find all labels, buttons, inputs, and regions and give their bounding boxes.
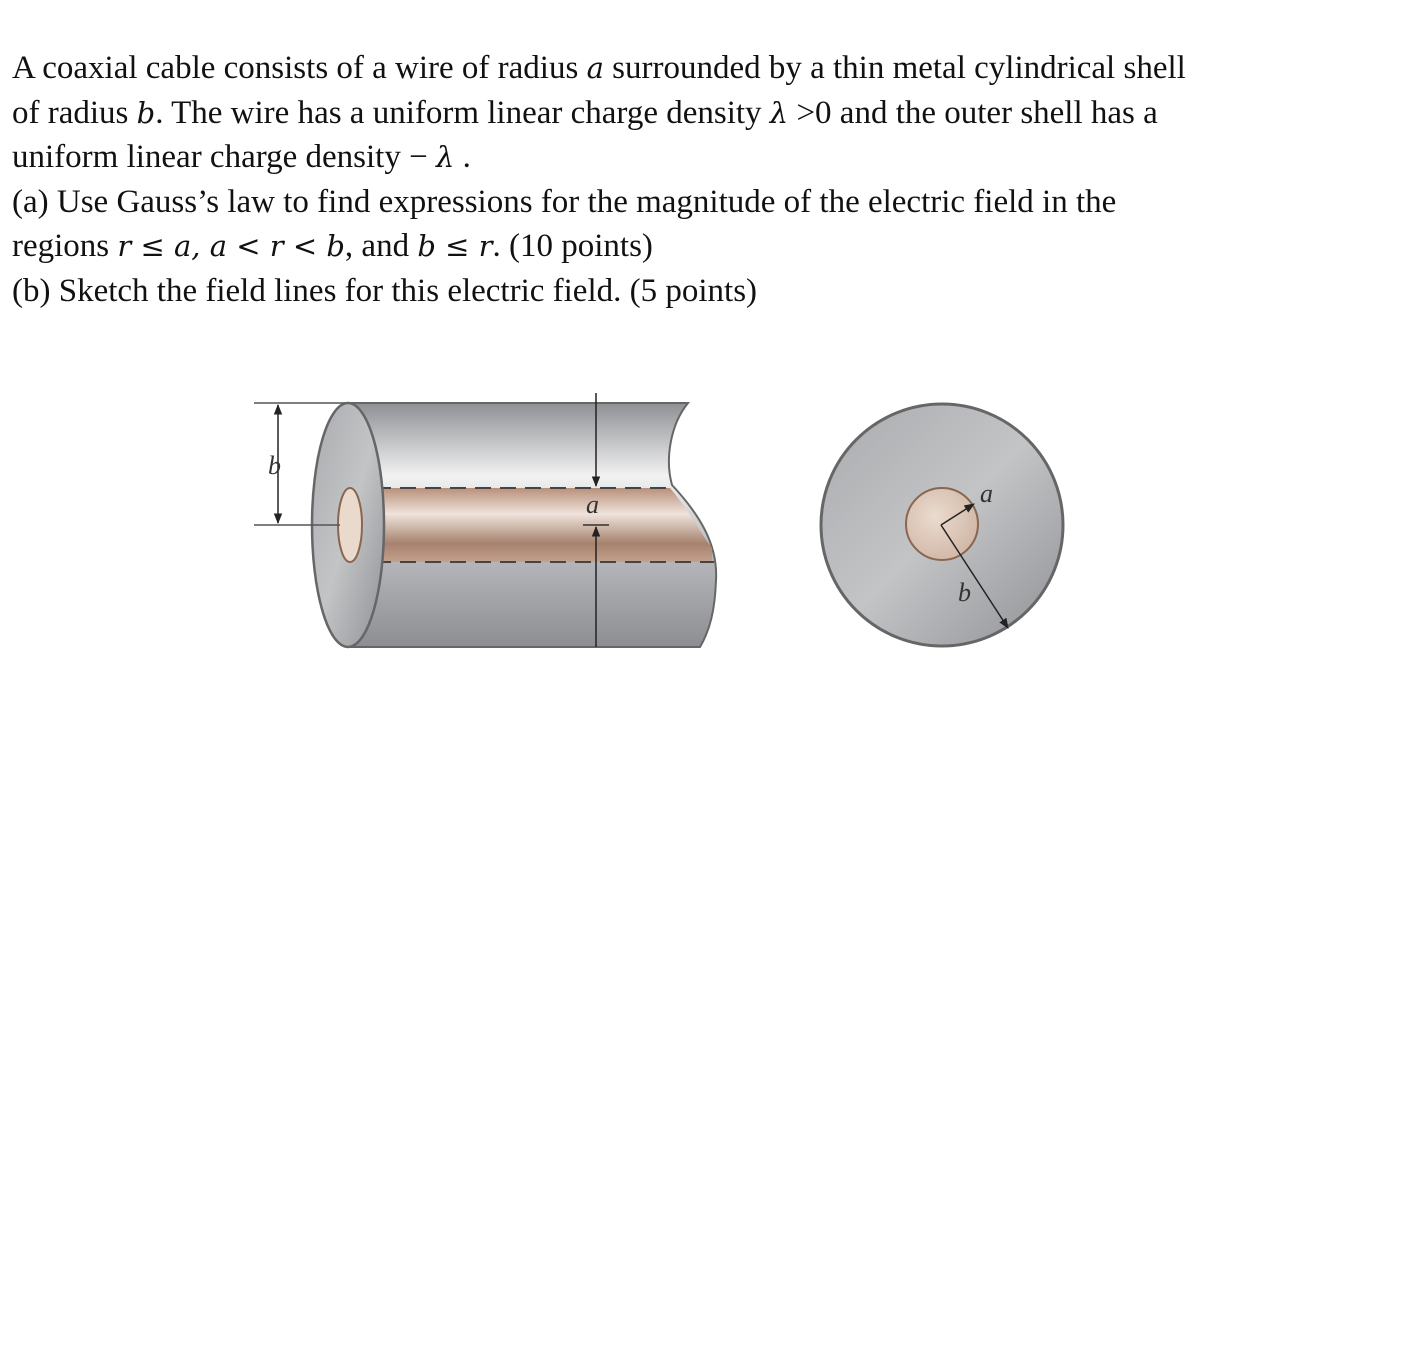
coaxial-cable-figure xyxy=(240,385,1080,665)
side-label-b: b xyxy=(268,451,281,480)
text: regions xyxy=(12,228,118,264)
var-b: b xyxy=(136,95,156,130)
problem-line-5 xyxy=(12,224,1402,269)
side-label-a: a xyxy=(586,490,599,519)
text: of radius xyxy=(12,94,137,131)
end-label-a: a xyxy=(980,479,993,508)
cable-wire-body xyxy=(350,488,712,562)
var-lambda: λ xyxy=(435,140,455,174)
text: , and xyxy=(344,228,418,264)
math-region-outer: b ≤ r xyxy=(417,229,493,263)
cable-wire-end xyxy=(338,488,362,562)
text: uniform linear charge density − xyxy=(12,139,436,175)
text: . xyxy=(454,139,471,175)
problem-line-2 xyxy=(12,91,1402,136)
math-regions: r ≤ a, a < r < b xyxy=(117,229,345,263)
var-a: a xyxy=(586,51,604,85)
problem-line-1 xyxy=(12,46,1402,91)
var-lambda: λ xyxy=(769,95,789,130)
text: . The wire has a uniform linear charge density xyxy=(155,94,770,131)
problem-part-a: (a) Use Gauss’s law to find expressions for the magnitude of the electric field in the xyxy=(12,183,1117,220)
text: >0 and the outer shell has a xyxy=(788,94,1158,131)
text: surrounded by a thin metal cylindrical shell xyxy=(603,50,1186,86)
problem-statement xyxy=(12,46,1402,313)
text: . (10 points) xyxy=(492,228,653,264)
end-label-b: b xyxy=(958,578,971,607)
problem-part-b: (b) Sketch the field lines for this electric field. (5 points) xyxy=(12,272,758,309)
problem-line-3 xyxy=(12,135,1402,180)
text: A coaxial cable consists of a wire of radius xyxy=(12,50,587,86)
